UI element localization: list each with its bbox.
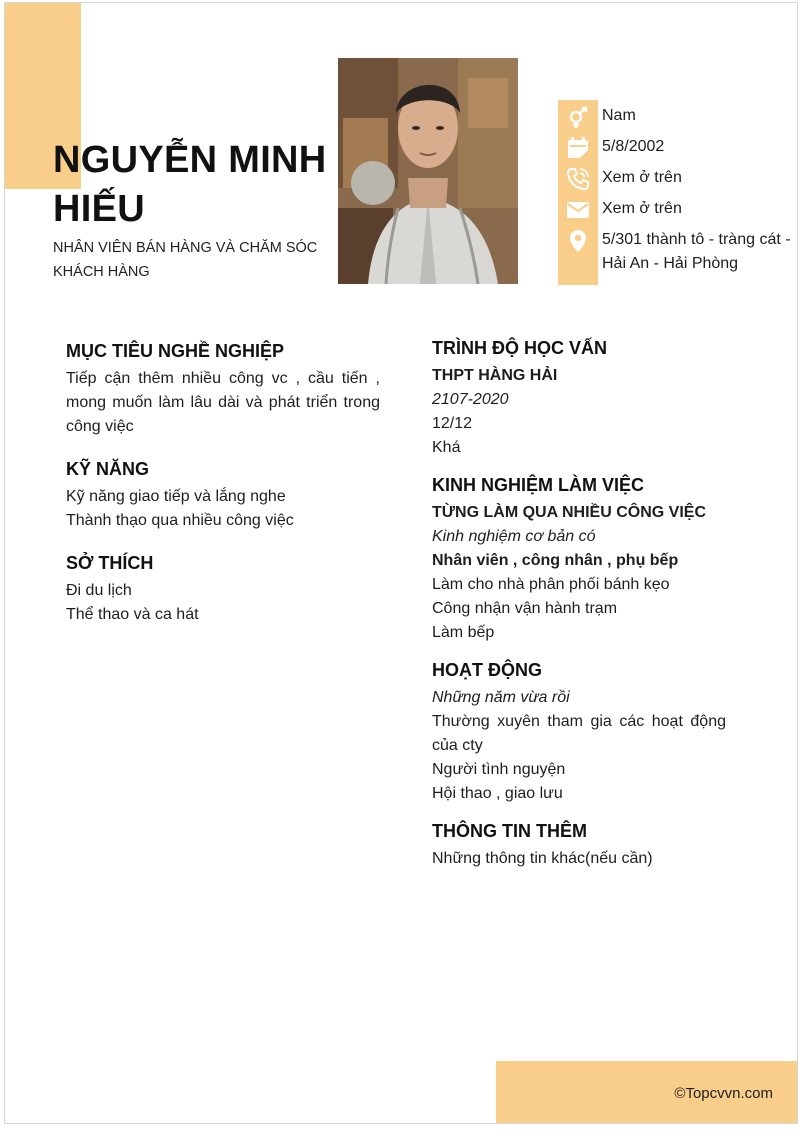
experience-period: Kinh nghiệm cơ bản có xyxy=(432,528,596,545)
activities-title: HOẠT ĐỘNG xyxy=(432,660,542,680)
skills-title: KỸ NĂNG xyxy=(66,459,150,479)
education-rank: Khá xyxy=(432,439,461,456)
additional-title: THÔNG TIN THÊM xyxy=(432,821,587,841)
hobbies-title: SỞ THÍCH xyxy=(66,553,154,573)
address-value: 5/301 thành tô - tràng cát - Hải An - Hải Phòng xyxy=(602,231,791,272)
additional-text: Những thông tin khác(nếu cần) xyxy=(432,850,653,867)
experience-item: Công nhận vận hành trạm xyxy=(432,600,618,617)
gender-value: Nam xyxy=(602,107,636,124)
contact-phone xyxy=(558,166,794,192)
profile-photo-illustration xyxy=(338,58,518,284)
email-icon xyxy=(558,197,598,223)
contact-address xyxy=(558,228,794,276)
phone-icon xyxy=(558,166,598,192)
contact-birthday xyxy=(558,135,794,161)
candidate-position: NHÂN VIÊN BÁN HÀNG VÀ CHĂM SÓC KHÁCH HÀNG xyxy=(53,240,318,280)
section-activities xyxy=(432,658,726,806)
hobby-item: Thể thao và ca hát xyxy=(66,606,199,623)
birthday-value: 5/8/2002 xyxy=(602,138,665,155)
calendar-icon xyxy=(558,135,598,161)
experience-item: Làm bếp xyxy=(432,624,495,641)
contact-email xyxy=(558,197,794,223)
experience-item: Làm cho nhà phân phối bánh kẹo xyxy=(432,576,670,593)
contact-gender xyxy=(558,104,794,130)
section-skills xyxy=(66,457,380,533)
section-hobbies xyxy=(66,551,380,627)
candidate-name: NGUYỄN MINH HIẾU xyxy=(53,139,327,230)
email-value: Xem ở trên xyxy=(602,200,682,217)
location-icon xyxy=(558,228,598,254)
activities-description: Thường xuyên tham gia các hoạt động của cty xyxy=(432,713,726,754)
section-experience xyxy=(432,473,726,645)
copyright-text: ©Topcvvn.com xyxy=(674,1085,773,1102)
section-education xyxy=(432,336,726,460)
activity-item: Người tình nguyện xyxy=(432,761,566,778)
skill-item: Kỹ năng giao tiếp và lắng nghe xyxy=(66,488,286,505)
experience-title: KINH NGHIỆM LÀM VIỆC xyxy=(432,475,645,495)
skill-item: Thành thạo qua nhiều công việc xyxy=(66,512,294,529)
education-title: TRÌNH ĐỘ HỌC VẤN xyxy=(432,338,607,358)
experience-company: TỪNG LÀM QUA NHIỀU CÔNG VIỆC xyxy=(432,504,707,521)
activities-period: Những năm vừa rồi xyxy=(432,689,570,706)
education-grade: 12/12 xyxy=(432,415,473,432)
education-period: 2107-2020 xyxy=(432,391,509,408)
activity-item: Hội thao , giao lưu xyxy=(432,785,563,802)
section-additional xyxy=(432,819,726,871)
objective-title: MỤC TIÊU NGHỀ NGHIỆP xyxy=(66,341,285,361)
education-school: THPT HÀNG HẢI xyxy=(432,367,558,384)
section-objective xyxy=(66,339,380,439)
profile-photo xyxy=(338,58,518,284)
phone-value: Xem ở trên xyxy=(602,169,682,186)
cv-page xyxy=(4,2,798,1124)
experience-role: Nhân viên , công nhân , phụ bếp xyxy=(432,552,679,569)
objective-text: Tiếp cận thêm nhiều công vc , cầu tiến , mong muốn làm lâu dài và phát triển trong công việc xyxy=(66,370,380,435)
gender-icon xyxy=(558,104,598,130)
hobby-item: Đi du lịch xyxy=(66,582,132,599)
